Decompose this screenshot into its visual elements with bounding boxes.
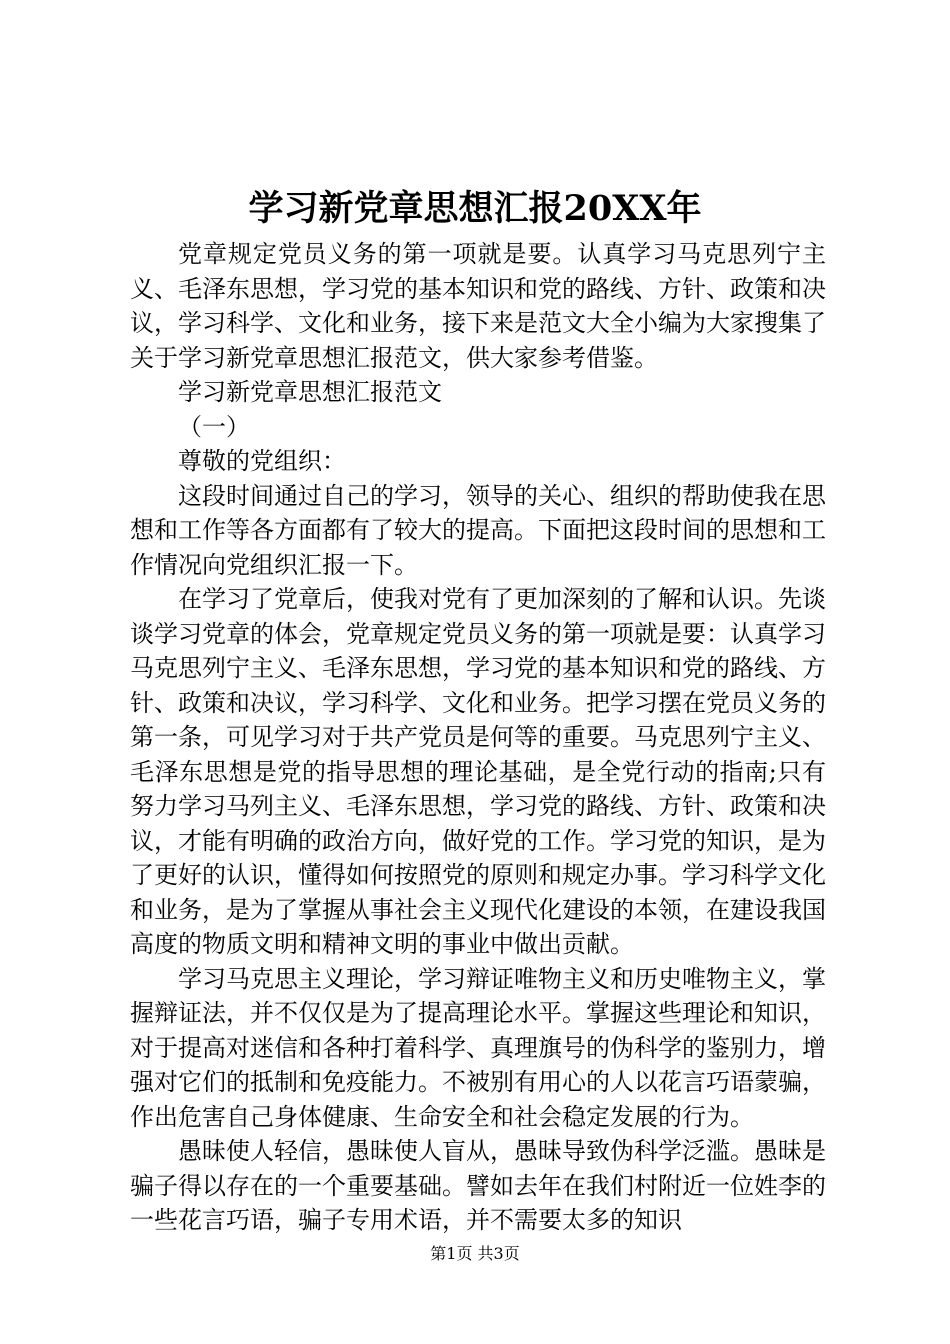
paragraph-body: 在学习了党章后，使我对党有了更加深刻的了解和认识。先谈谈学习党章的体会，党章规定党员义务的第一项就是要：认真学习马克思列宁主义、毛泽东思想，学习党的基本知识和党的路线、方针、政策和决议，学习科学、文化和业务。把学习摆在党员义务的第一条，可见学习对于共产党员是何等的重要。马克思列宁主义、毛泽东思想是党的指导思想的理论基础，是全党行动的指南;只有努力学习马列主义、毛泽东思想，学习党的路线、方针、政策和决议，才能有明确的政治方向，做好党的工作。学习党的知识，是为了更好的认识，懂得如何按照党的原则和规定办事。学习科学文化和业务，是为了掌握从事社会主义现代化建设的本领，在建设我国高度的物质文明和精神文明的事业中做出贡献。	[130, 585, 826, 958]
paragraph-salutation: 尊敬的党组织：	[178, 447, 346, 475]
document-title: 学习新党章思想汇报20XX年	[248, 188, 702, 229]
page-footer: 第1页 共3页	[430, 1244, 520, 1263]
document-body	[130, 237, 826, 1238]
paragraph-body: 这段时间通过自己的学习，领导的关心、组织的帮助使我在思想和工作等各方面都有了较大的提高。下面把这段时间的思想和工作情况向党组织汇报一下。	[130, 481, 826, 579]
paragraph-body: 学习马克思主义理论，学习辩证唯物主义和历史唯物主义，掌握辩证法，并不仅仅是为了提高理论水平。掌握这些理论和知识，对于提高对迷信和各种打着科学、真理旗号的伪科学的鉴别力，增强对它们的抵制和免疫能力。不被别有用心的人以花言巧语蒙骗，作出危害自己身体健康、生命安全和社会稳定发展的行为。	[130, 964, 826, 1131]
paragraph-subheading: 学习新党章思想汇报范文	[178, 378, 442, 406]
paragraph-intro: 党章规定党员义务的第一项就是要。认真学习马克思列宁主义、毛泽东思想，学习党的基本知识和党的路线、方针、政策和决议，学习科学、文化和业务，接下来是范文大全小编为大家搜集了关于学习新党章思想汇报范文，供大家参考借鉴。	[130, 240, 826, 372]
paragraph-body: 愚昧使人轻信，愚昧使人盲从，愚昧导致伪科学泛滥。愚昧是骗子得以存在的一个重要基础。譬如去年在我们村附近一位姓李的一些花言巧语，骗子专用术语，并不需要太多的知识	[130, 1137, 826, 1234]
paragraph-section-number: （一）	[178, 412, 250, 441]
